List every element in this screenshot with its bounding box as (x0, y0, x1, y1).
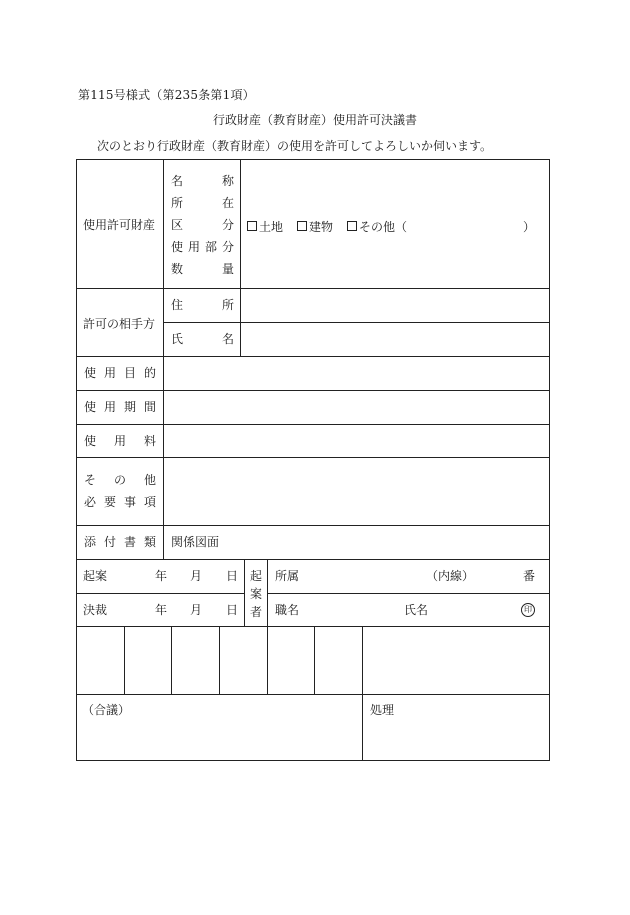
rule-seal-col-6 (362, 626, 363, 761)
decision-month: 月 (190, 603, 203, 617)
sublabel-location (171, 196, 234, 210)
rule-drafter-right (267, 559, 268, 626)
other-line2-char-2: 要 (103, 495, 116, 509)
checkbox-land[interactable] (247, 221, 257, 231)
sublabel-usage-part-char-1: 使 (171, 240, 184, 254)
rule-seal-col-1 (124, 626, 125, 694)
option-land[interactable] (247, 220, 283, 234)
licensee-address-char-2: 所 (221, 298, 234, 312)
sublabel-name-char-1: 名 (171, 174, 184, 188)
sublabel-location-char-1: 所 (171, 196, 184, 210)
other-label-line1 (84, 473, 156, 487)
other-line2-char-4: 項 (143, 495, 156, 509)
seal-icon: 印 (521, 603, 535, 617)
category-options (247, 218, 421, 235)
position-label: 職名 (275, 603, 300, 617)
purpose-label (84, 366, 156, 380)
licensee-name-char-1: 氏 (171, 332, 184, 346)
name-label: 氏名 (404, 603, 429, 617)
draft-label: 起案 (83, 569, 108, 583)
option-other-label: その他（ (359, 220, 408, 234)
rule-address-bottom (163, 322, 550, 323)
rule-sublabel-col (240, 159, 241, 356)
sublabel-usage-part (171, 240, 234, 254)
sublabel-usage-part-char-4: 分 (221, 240, 234, 254)
sublabel-category-char-2: 分 (221, 218, 234, 232)
period-char-2: 用 (103, 400, 116, 414)
rule-seal-col-3 (219, 626, 220, 694)
option-other[interactable] (347, 220, 407, 234)
rule-attach-bottom (76, 559, 550, 560)
sublabel-usage-part-char-2: 用 (187, 240, 200, 254)
form-title: 行政財産（教育財産）使用許可決議書 (212, 113, 417, 127)
purpose-char-2: 用 (103, 366, 116, 380)
period-label (84, 400, 156, 414)
dept-label: 所属 (275, 569, 300, 583)
other-line1-char-3: 他 (143, 473, 156, 487)
process-label: 処理 (370, 703, 395, 717)
draft-month: 月 (190, 569, 203, 583)
form-number: 第115号様式（第235条第1項） (78, 88, 255, 102)
rule-seal-col-4 (267, 626, 268, 694)
rule-other-bottom (76, 525, 550, 526)
rule-licensee-bottom (76, 356, 550, 357)
option-other-close-paren: ） (523, 220, 536, 234)
purpose-char-3: 目 (123, 366, 136, 380)
fee-char-2: 用 (113, 434, 126, 448)
drafter-vertical-label: 起案者 (249, 569, 262, 619)
rule-period-bottom (76, 424, 550, 425)
option-land-label: 土地 (259, 220, 284, 234)
rule-label-col (163, 159, 164, 559)
other-line1-char-1: そ (84, 473, 97, 487)
period-char-4: 間 (143, 400, 156, 414)
purpose-char-1: 使 (84, 366, 97, 380)
licensee-name-char-2: 名 (221, 332, 234, 346)
fee-char-3: 料 (143, 434, 156, 448)
period-char-1: 使 (84, 400, 97, 414)
draft-day: 日 (226, 569, 239, 583)
sublabel-location-char-2: 在 (221, 196, 234, 210)
draft-year: 年 (155, 569, 168, 583)
decision-label: 決裁 (83, 603, 108, 617)
rule-draft-bottom-left (76, 593, 244, 594)
licensee-name-label (171, 332, 234, 346)
fee-char-1: 使 (84, 434, 97, 448)
rule-drafter-left (244, 559, 245, 626)
decision-day: 日 (226, 603, 239, 617)
intro-text: 次のとおり行政財産（教育財産）の使用を許可してよろしいか伺います。 (97, 139, 493, 153)
other-line2-char-3: 事 (123, 495, 136, 509)
sublabel-name-char-2: 称 (221, 174, 234, 188)
period-char-3: 期 (123, 400, 136, 414)
attachments-value: 関係図面 (171, 535, 220, 549)
property-label: 使用許可財産 (83, 218, 156, 232)
sublabel-category-char-1: 区 (171, 218, 184, 232)
other-line2-char-1: 必 (84, 495, 97, 509)
rule-seal-col-5 (314, 626, 315, 694)
option-building-label: 建物 (309, 220, 334, 234)
attachments-label (84, 535, 156, 549)
attachments-char-2: 付 (103, 535, 116, 549)
rule-seals-bottom (76, 694, 550, 695)
other-line1-char-2: の (113, 473, 126, 487)
rule-purpose-bottom (76, 390, 550, 391)
licensee-label: 許可の相手方 (83, 317, 156, 331)
rule-fee-bottom (76, 457, 550, 458)
purpose-char-4: 的 (143, 366, 156, 380)
licensee-address-char-1: 住 (171, 298, 184, 312)
form-table (76, 159, 550, 761)
checkbox-building[interactable] (297, 221, 307, 231)
rule-seal-col-2 (171, 626, 172, 694)
sublabel-usage-part-char-3: 部 (204, 240, 217, 254)
option-building[interactable] (297, 220, 333, 234)
decision-year: 年 (155, 603, 168, 617)
checkbox-other[interactable] (347, 221, 357, 231)
attachments-char-3: 書 (123, 535, 136, 549)
sublabel-quantity-char-2: 量 (221, 262, 234, 276)
rule-draft-bottom-right (267, 593, 550, 594)
extension-label: （内線） (426, 569, 475, 583)
attachments-char-1: 添 (84, 535, 97, 549)
number-label: 番 (523, 569, 536, 583)
sublabel-category (171, 218, 234, 232)
licensee-address-label (171, 298, 234, 312)
consult-label: （合議） (82, 703, 131, 717)
sublabel-name (171, 174, 234, 188)
attachments-char-4: 類 (143, 535, 156, 549)
fee-label (84, 434, 156, 448)
sublabel-quantity (171, 262, 234, 276)
sublabel-quantity-char-1: 数 (171, 262, 184, 276)
other-label-line2 (84, 495, 156, 509)
rule-property-bottom (76, 288, 550, 289)
rule-decision-bottom (76, 626, 550, 627)
